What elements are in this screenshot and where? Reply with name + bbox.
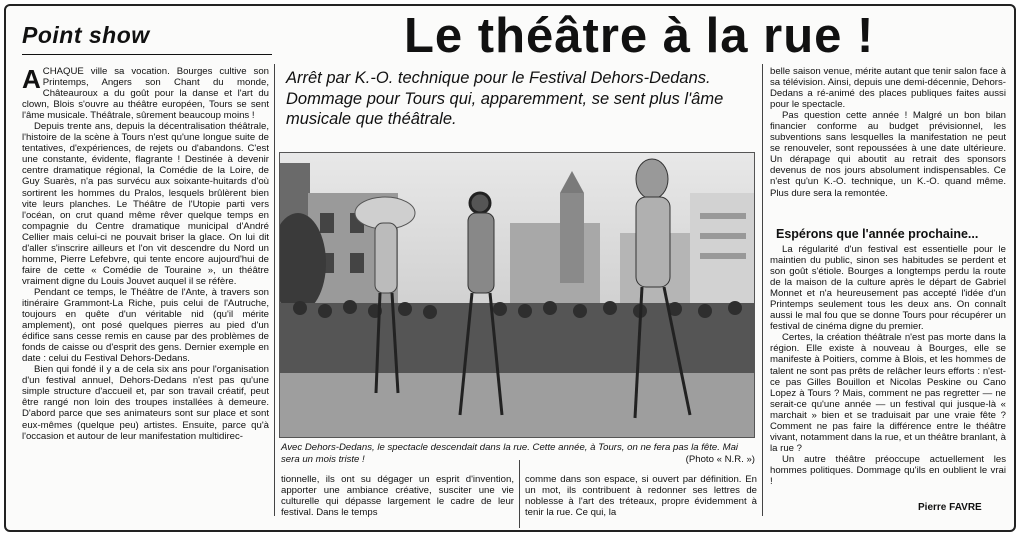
drop-cap: A bbox=[22, 66, 41, 94]
column-4-top bbox=[770, 66, 1006, 226]
subheading: Espérons que l'année prochaine... bbox=[776, 227, 979, 241]
rubric-title: Point show bbox=[22, 22, 150, 48]
col4-paragraph-2: Pas question cette année ! Malgré un bon bilan financier conforme au budget prévisionnel, les subventions sans lesquelles la manifestation ne peut se renouveler, sont repoussées à une date ultérieure. Un dérapage qui aboutit au retrait des sponsors devenus de nos jours absolument indispensables. Ce n'est qu'un K.-O. technique, un K.-O. quand même. Plus dure sera la remontée. bbox=[770, 110, 1006, 199]
bottom-paragraph-b: comme dans son espace, si ouvert par définition. En un mot, ils contribuent à redonner ses lettres de noblesse à l'art des tréteaux, propre évidemment à tenir la rue. Ce qui, la bbox=[525, 474, 757, 519]
rubric-underline bbox=[22, 54, 272, 55]
col4-paragraph-3: La régularité d'un festival est essentielle pour le maintien du public, sinon ses habitudes se perdent et son goût s'étiole. Bourges a longtemps perdu la route de la maison de la culture après le départ de Gabriel Monnet et n'a heureusement pas accepté l'idée d'un Printemps seulement tous les deux ans. On connaît aussi le mal fou que se donne Tours pour récupérer un festival de cinéma digne du premier. bbox=[770, 244, 1006, 333]
column-rule-3 bbox=[762, 64, 763, 516]
col4-paragraph-4: Certes, la création théâtrale n'est pas morte dans la région. Elle existe à nouveau à Bourges, elle se manifeste à Poitiers, comme à Blois, et les hommes de talent ne sont pas prêts de relâcher leurs efforts : n'est-ce pas Gilles Bouillon et Nicolas Peskine ou Cano Lopez à Tours ? Mais, comment ne pas regretter — ne serait-ce qu'une année — un festival qui jusque-là « marchait » bien et se traduisait par une vraie fête ? Comment ne pas faire la différence entre le théâtre vivant, notamment dans la rue, et un théâtre branlant, à la rue ? bbox=[770, 332, 1006, 454]
photo-caption bbox=[281, 442, 755, 466]
photo-credit: (Photo « N.R. ») bbox=[685, 454, 755, 465]
column-4-bottom bbox=[770, 244, 1006, 500]
paragraph-2: Depuis trente ans, depuis la décentralisation théâtrale, l'histoire de la scène à Tours n'est qu'une longue suite de tentatives, d'expériences, de rejets ou d'abandons. C'est une constante, évidente, flagrante ! Destinée à devenir centre dramatique régional, la Comédie de la Loire, de Guy Suarès, n'a pas survécu aux soixante-huitards d'où sortirent les hommes du Pralos, lesquels brûlèrent bien vite leurs planches. Le Théâtre de l'Utopie parti vers l'océan, on crut quand même rêver quelque temps en compagnie du Centre dramatique municipal d'André Cellier mais celui-ci ne pouvait briser la glace. On lui dit d'aller s'inscrire ailleurs et l'on vit descendre du Nord un homme, Pierre Lefebvre, qui tente encore aujourd'hui de faire de cette « Comédie de Touraine », un théâtre vraiment digne du Louis Jouvet auquel il se réfère. bbox=[22, 121, 269, 287]
paragraph-1 bbox=[22, 66, 269, 121]
caption-text: Avec Dehors-Dedans, le spectacle descendait dans la rue. Cette année, à Tours, on ne fera pas la fête. Mai sera un mois triste ! bbox=[281, 442, 739, 465]
column-rule-2 bbox=[519, 460, 520, 528]
column-1 bbox=[22, 66, 269, 528]
paragraph-3: Pendant ce temps, le Théâtre de l'Ante, à travers son itinéraire Grammont-La Riche, puis celui de l'Autruche, toujours en quête d'un véritable nid (qu'il mérite amplement), ont posé quelques pierres au pied d'un édifice sans cesse remis en cause par des problèmes de fonds de caisse ou d'esprit des gens. Dernier exemple en date : celui du Festival Dehors-Dedans. bbox=[22, 286, 269, 365]
lead-paragraph: Arrêt par K.-O. technique pour le Festival Dehors-Dedans. Dommage pour Tours qui, apparemment, se sent plus l'âme musicale que théâtrale. bbox=[286, 69, 724, 128]
street-theatre-photo bbox=[279, 152, 755, 438]
headline: Le théâtre à la rue ! bbox=[404, 9, 875, 63]
column-2-bottom bbox=[281, 474, 514, 528]
column-rule-1 bbox=[274, 64, 275, 516]
bottom-paragraph-a: tionnelle, ils ont su dégager un esprit d'invention, apporter une ambiance créative, susciter une vie culturelle qui dépasse largement le cadre de leur festival. Dans le temps bbox=[281, 474, 514, 519]
col4-paragraph-5: Un autre théâtre préoccupe actuellement les hommes politiques. Dommage qu'ils en oublient le vrai ! bbox=[770, 453, 1006, 487]
col4-paragraph-1: belle saison venue, mérite autant que tenir salon face à sa télévision. Ainsi, depuis une demi-décennie, Dehors-Dedans a ré-animé des places publiques faites aussi pour le spectacle. bbox=[770, 66, 1006, 111]
column-3-bottom bbox=[525, 474, 757, 528]
photo-illustration bbox=[280, 153, 755, 438]
author-signature: Pierre FAVRE bbox=[918, 502, 982, 513]
paragraph-4: Bien qui fondé il y a de cela six ans pour l'organisation d'un festival annuel, Dehors-Dedans n'est pas qu'une simple structure d'accueil et, par son travail créatif, peut être rangé non loin des troupes installées à demeure. D'abord parce que ses animateurs sont sur place et sont eux-mêmes (quelque peu) artistes. Ensuite, parce qu'à l'occasion et autour de leur manifestation multidirec- bbox=[22, 364, 269, 442]
paragraph-1-text: CHAQUE ville sa vocation. Bourges cultive son Printemps, Angers son Chant du monde, Châteauroux a du goût pour la danse et l'art du clown, Blois s'ouvre au théâtre européen, Tours se sent l'âme musicale. Théâtrale, sûrement beaucoup moins ! bbox=[22, 66, 269, 122]
